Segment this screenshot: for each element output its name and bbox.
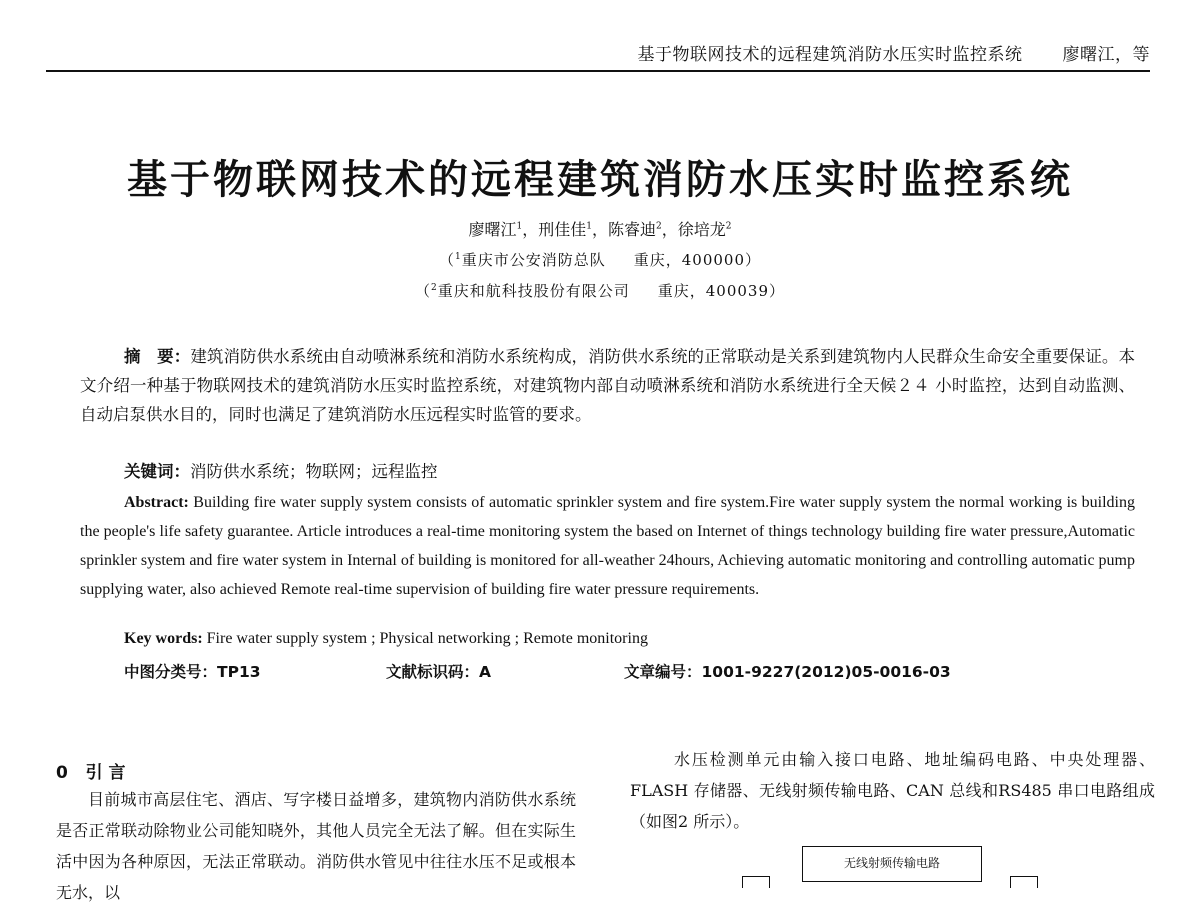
affiliation-location: 重庆，400039 (657, 282, 769, 300)
author-sup: 2 (656, 221, 662, 232)
affiliation-1: （$^1$重庆市公安消防总队 重庆，400000） (438, 251, 762, 269)
author-name: 徐培龙 (677, 220, 726, 239)
author-sup: 1 (516, 221, 523, 232)
clc-number (124, 660, 261, 682)
header-rule (46, 70, 1150, 72)
paper-title: 基于物联网技术的远程建筑消防水压实时监控系统 (127, 156, 1073, 203)
affiliation-name: 重庆和航科技股份有限公司 (437, 282, 630, 300)
keywords-cn-text: 消防供水系统；物联网；远程监控 (190, 462, 438, 481)
abstract-en-text: Building fire water supply system consists of automatic sprinkler system and fire system.Fire water supply system the normal working is building the people's life safety guarantee. Article introduces a real-time monitoring system the based on Internet of things technology building fire water pressure,Automatic sprinkler system and fire water system in Internal of building is monitored for all-weather 24hours, Achieving automatic monitoring and controlling automatic pump supplying water, also achieved Remote real-time supervision of building fire water pressure requirements. (80, 494, 1136, 598)
author-name: 刑佳佳 (538, 220, 587, 239)
doc-code-value: A (479, 663, 492, 681)
affiliation-location: 重庆，400000 (633, 251, 745, 269)
doc-code (386, 660, 491, 682)
keywords-en-text: Fire water supply system ; Physical networking ; Remote monitoring (206, 630, 648, 647)
keywords-en-label: Key words: (124, 630, 203, 647)
affiliation-sup: 1 (454, 252, 462, 262)
abstract-en-label: Abstract: (124, 494, 189, 511)
author-sup: 2 (725, 221, 732, 232)
article-number (624, 660, 951, 682)
section-title: 引 言 (85, 763, 126, 783)
body-left-column: 目前城市高层住宅、酒店、写字楼日益增多，建筑物内消防供水系统是否正常联动除物业公司能知晓外，其他人员完全无法了解。但在实际生活中因为各种原因，无法正常联动。消防供水管见中往往水压不足或根本无水，以 (56, 790, 576, 902)
author-list: 廖曙江$^1$，刑佳佳$^1$，陈睿迪$^2$，徐培龙$^2$ (468, 220, 732, 239)
running-header-title: 基于物联网技术的远程建筑消防水压实时监控系统 (637, 45, 1023, 65)
abstract-en (80, 488, 1135, 604)
clc-value: TP13 (217, 663, 261, 681)
figure-block-right (1010, 876, 1038, 888)
section-heading (56, 758, 126, 783)
keywords-en (124, 630, 648, 648)
clc-label: 中图分类号： (124, 663, 218, 681)
body-right-column: 水压检测单元由输入接口电路、地址编码电路、中央处理器、FLASH 存储器、无线射频传输电路、CAN 总线和RS485 串口电路组成（如图2 所示）。 (630, 750, 1155, 831)
keywords-cn (124, 458, 438, 482)
author-sup: 1 (586, 221, 592, 232)
affiliation-sup: 2 (430, 283, 438, 293)
author-name: 廖曙江 (468, 220, 517, 239)
abstract-cn-text: 建筑消防供水系统由自动喷淋系统和消防水系统构成，消防供水系统的正常联动是关系到建筑物内人民群众生命安全重要保证。本文介绍一种基于物联网技术的建筑消防水压实时监控系统，对建筑物内部自动喷淋系统和消防水系统进行全天候２４ 小时监控，达到自动监测、自动启泵供水目的，同时也满足了建筑消防水压远程实时监管的要求。 (80, 347, 1136, 424)
affiliation-name: 重庆市公安消防总队 (461, 251, 606, 269)
abstract-cn-label: 摘 要： (124, 347, 191, 366)
figure-block-left (742, 876, 770, 888)
running-header (0, 40, 1150, 65)
figure-rf-circuit-box: 无线射频传输电路 (802, 846, 982, 882)
article-number-value: 1001-9227(2012)05-0016-03 (701, 663, 951, 681)
section-number: 0 (56, 763, 68, 783)
running-header-authors: 廖曙江，等 (1062, 45, 1150, 65)
keywords-cn-label: 关键词： (124, 462, 190, 481)
doc-code-label: 文献标识码： (386, 663, 480, 681)
abstract-cn (80, 342, 1135, 429)
article-number-label: 文章编号： (624, 663, 702, 681)
author-name: 陈睿迪 (608, 220, 657, 239)
affiliation-2: （$^2$重庆和航科技股份有限公司 重庆，400039） (414, 282, 786, 300)
